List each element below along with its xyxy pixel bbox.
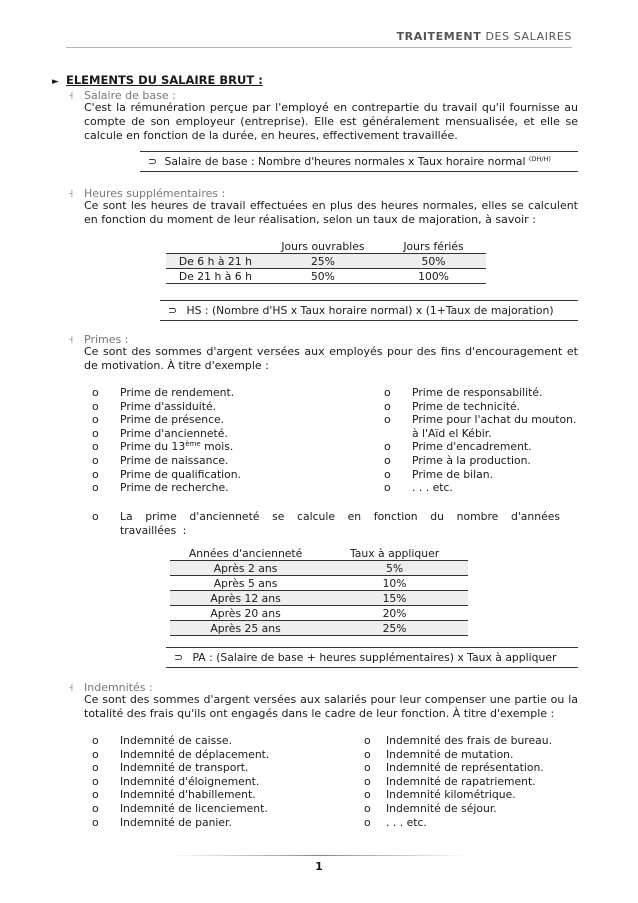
base-formula-label: Salaire de base :	[164, 155, 255, 168]
overtime-formula-text: HS : (Nombre d'HS x Taux horaire normal) x (1+Taux de majoration)	[186, 304, 554, 317]
list-item	[364, 748, 594, 762]
list-item	[384, 386, 594, 400]
list-item-text: Prime de recherche.	[120, 481, 229, 495]
circle-bullet-icon: o	[92, 761, 99, 775]
subheading-base-text: Salaire de base :	[84, 89, 176, 102]
list-item-text: Indemnité de licenciement.	[120, 801, 268, 815]
list-item-text: Indemnité de représentation.	[386, 761, 544, 775]
table-cell: De 21 h à 6 h	[178, 269, 252, 283]
footer-rule	[170, 855, 470, 856]
list-item-text: Indemnité des frais de bureau.	[386, 734, 553, 747]
list-item	[364, 775, 594, 789]
circle-bullet-icon: o	[384, 481, 391, 495]
table-header-cell: Taux à appliquer	[349, 546, 440, 560]
circle-bullet-icon: o	[92, 440, 99, 454]
circle-bullet-icon: o	[92, 815, 99, 829]
list-item	[92, 413, 352, 427]
list-item-text	[120, 440, 233, 454]
indemnites-list-right	[364, 734, 594, 829]
circle-bullet-icon: o	[92, 801, 99, 815]
list-item-text: Prime de bilan.	[412, 467, 494, 481]
circle-bullet-icon: o	[384, 453, 391, 467]
header-rule	[66, 47, 572, 48]
list-item-text: Prime de technicité.	[412, 399, 521, 413]
list-item-text: à l'Aïd el Kébir.	[412, 426, 492, 440]
header-title-rest: DES SALAIRES	[481, 30, 572, 43]
table-cell: 50%	[421, 254, 446, 268]
list-item	[92, 775, 352, 789]
list-item	[92, 481, 352, 495]
list-item-text: Indemnité de caisse.	[120, 734, 232, 747]
formula-arrow-icon: ⊃	[148, 155, 158, 168]
list-item	[92, 788, 352, 802]
primes-paragraph: Ce sont des sommes d'argent versées aux employés pour des fins d'encouragement et de motivation. À titre d'exemple :	[84, 345, 578, 372]
circle-bullet-icon: o	[364, 801, 371, 815]
seniority-formula-text: PA : (Salaire de base + heures supplémentaires) x Taux à appliquer	[192, 651, 557, 664]
primes-list-left	[92, 386, 352, 495]
base-formula	[140, 151, 578, 172]
list-item-text: Indemnité d'éloignement.	[120, 774, 260, 788]
subheading-primes-text: Primes :	[84, 333, 129, 346]
arrow-bullet-icon: ►	[52, 77, 59, 87]
subsection-bullet-icon: ˧	[68, 89, 74, 102]
table-cell: 50%	[310, 269, 335, 283]
overtime-paragraph: Ce sont les heures de travail effectuées en plus des heures normales, elles se calculent en fonction du moment de leur réalisation, selon un taux de majoration, à savoir :	[84, 199, 578, 226]
list-item-text: Indemnité de panier.	[120, 815, 232, 829]
table-cell: 15%	[382, 591, 407, 605]
table-header-cell: Années d'ancienneté	[188, 546, 303, 560]
formula-arrow-icon: ⊃	[168, 304, 178, 317]
page-number: 1	[315, 860, 323, 873]
list-item	[92, 734, 352, 748]
primes-list-right	[384, 386, 594, 495]
circle-bullet-icon: o	[364, 747, 371, 761]
list-item-text: . . . etc.	[386, 815, 427, 829]
list-item	[364, 802, 594, 816]
table-cell: 100%	[418, 269, 449, 283]
circle-bullet-icon: o	[92, 467, 99, 481]
table-cell: Après 2 ans	[213, 561, 278, 575]
list-item	[384, 400, 594, 414]
list-item	[384, 454, 594, 468]
circle-bullet-icon: o	[384, 386, 391, 399]
circle-bullet-icon: o	[384, 399, 391, 413]
header-title-bold: TRAITEMENT	[396, 30, 482, 43]
circle-bullet-icon: o	[92, 747, 99, 761]
list-item-text: Indemnité de déplacement.	[120, 747, 270, 761]
seniority-table	[170, 546, 468, 636]
list-item-text: Prime de naissance.	[120, 453, 229, 467]
overtime-formula	[160, 300, 578, 321]
table-cell: 25%	[382, 621, 407, 635]
circle-bullet-icon: o	[92, 510, 99, 523]
list-item	[92, 802, 352, 816]
subheading-overtime-text: Heures supplémentaires :	[84, 187, 226, 200]
list-item	[364, 761, 594, 775]
circle-bullet-icon: o	[92, 453, 99, 467]
circle-bullet-icon: o	[364, 734, 371, 747]
list-item-text: Prime à la production.	[412, 453, 531, 467]
subheading-indemnites-text: Indemnités :	[84, 681, 153, 694]
list-item	[92, 468, 352, 482]
circle-bullet-icon: o	[384, 413, 391, 427]
section-title	[52, 73, 263, 87]
table-header-cell: Jours ouvrables	[281, 239, 365, 253]
table-cell: Après 25 ans	[210, 621, 281, 635]
list-item	[384, 481, 594, 495]
list-item	[92, 400, 352, 414]
circle-bullet-icon: o	[364, 761, 371, 775]
base-paragraph: C'est la rémunération perçue par l'employé en contrepartie du travail qu'il fournisse au compte de son employeur (entreprise). Elle est généralement mensualisée, et elle se calcule en fonction de la durée, en heures, effectivement travaillée.	[84, 101, 578, 142]
thirteenth-text: Prime du 13	[120, 440, 186, 454]
list-item-text: Indemnité de séjour.	[386, 801, 497, 815]
table-cell: 20%	[382, 606, 407, 620]
list-item	[384, 440, 594, 454]
circle-bullet-icon: o	[92, 788, 99, 802]
circle-bullet-icon: o	[364, 774, 371, 788]
indemnites-list-left	[92, 734, 352, 829]
list-item-text: Prime de rendement.	[120, 386, 235, 399]
seniority-note-text: La prime d'ancienneté se calcule en fonction du nombre d'années travaillées :	[120, 510, 560, 537]
thirteenth-sup: ème	[185, 440, 201, 449]
list-item	[364, 816, 594, 830]
circle-bullet-icon: o	[384, 440, 391, 454]
table-cell: Après 12 ans	[210, 591, 281, 605]
list-item	[384, 413, 594, 427]
list-item-text: Prime d'assiduité.	[120, 399, 217, 413]
running-header	[397, 30, 572, 43]
list-item-text: Indemnité d'habillement.	[120, 788, 256, 802]
list-item-text: Prime de responsabilité.	[412, 386, 543, 399]
circle-bullet-icon: o	[364, 815, 371, 829]
table-cell: 10%	[382, 576, 407, 590]
seniority-note	[92, 510, 562, 537]
circle-bullet-icon: o	[92, 413, 99, 427]
list-item	[92, 761, 352, 775]
list-item	[92, 748, 352, 762]
seniority-formula	[166, 647, 578, 668]
circle-bullet-icon: o	[384, 467, 391, 481]
circle-bullet-icon: o	[92, 399, 99, 413]
table-header-cell	[166, 239, 265, 254]
list-item-text: Prime d'ancienneté.	[120, 426, 228, 440]
list-item	[92, 427, 352, 441]
overtime-table	[166, 239, 486, 284]
list-item	[364, 734, 594, 748]
circle-bullet-icon: o	[92, 386, 99, 399]
thirteenth-tail: mois.	[200, 440, 234, 454]
circle-bullet-icon: o	[364, 788, 371, 802]
list-item-continuation	[384, 427, 594, 441]
base-formula-unit: (DH/H)	[528, 155, 551, 163]
table-cell: 5%	[386, 561, 404, 575]
list-item-text: Prime d'encadrement.	[412, 440, 532, 454]
list-item	[92, 816, 352, 830]
list-item-text: Prime de présence.	[120, 413, 225, 427]
circle-bullet-icon: o	[92, 481, 99, 495]
table-header-cell: Jours fériés	[403, 239, 464, 253]
list-item-text: Indemnité kilométrique.	[386, 788, 516, 802]
circle-bullet-icon: o	[92, 734, 99, 747]
subsection-bullet-icon: ˧	[68, 333, 74, 346]
subsection-bullet-icon: ˧	[68, 187, 74, 200]
list-item-text: Prime pour l'achat du mouton.	[412, 413, 577, 427]
circle-bullet-icon: o	[92, 426, 99, 440]
list-item-text: Indemnité de rapatriement.	[386, 774, 536, 788]
list-item	[92, 454, 352, 468]
table-cell: Après 20 ans	[210, 606, 281, 620]
base-formula-text: Nombre d'heures normales x Taux horaire normal	[254, 155, 526, 168]
subsection-bullet-icon: ˧	[68, 681, 74, 694]
list-item	[92, 386, 352, 400]
list-item	[384, 468, 594, 482]
list-item	[364, 788, 594, 802]
list-item-text: Prime de qualification.	[120, 467, 242, 481]
table-cell: Après 5 ans	[213, 576, 278, 590]
list-item-text: Indemnité de transport.	[120, 761, 249, 775]
circle-bullet-icon: o	[92, 774, 99, 788]
table-cell: 25%	[310, 254, 335, 268]
formula-arrow-icon: ⊃	[174, 651, 184, 664]
table-cell: De 6 h à 21 h	[178, 254, 252, 268]
list-item-text: . . . etc.	[412, 481, 453, 495]
indemnites-paragraph: Ce sont des sommes d'argent versées aux salariés pour leur compenser une partie ou la totalité des frais qu'ils ont engagés dans le cadre de leur fonction. À titre d'exemple :	[84, 693, 578, 720]
section-title-text: ELEMENTS DU SALAIRE BRUT :	[66, 73, 263, 87]
list-item-text: Indemnité de mutation.	[386, 747, 514, 761]
list-item	[92, 440, 352, 454]
